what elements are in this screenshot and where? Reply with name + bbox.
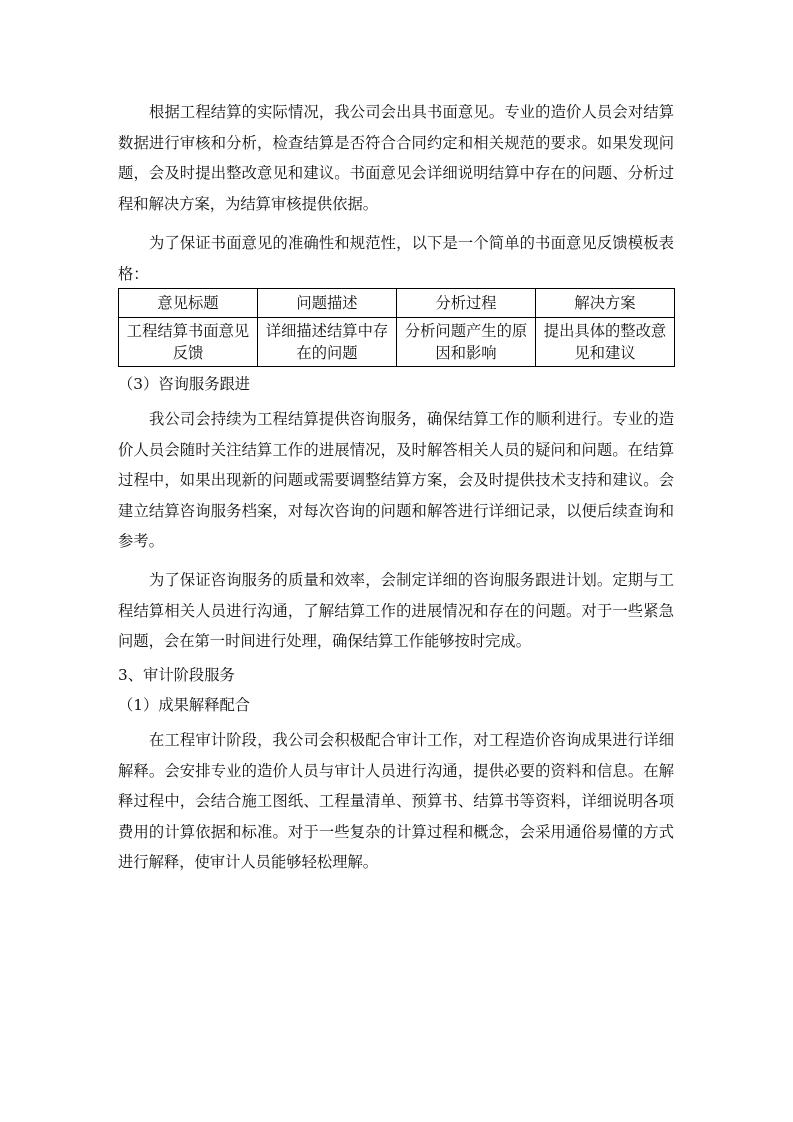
section-heading-consulting-followup: （3）咨询服务跟进 bbox=[118, 375, 251, 393]
table-header-cell: 解决方案 bbox=[536, 289, 675, 318]
table-cell: 详细描述结算中存在的问题 bbox=[258, 318, 397, 367]
feedback-template-table bbox=[118, 288, 675, 367]
table-cell: 提出具体的整改意见和建议 bbox=[536, 318, 675, 367]
table-row bbox=[119, 318, 675, 367]
table-cell: 工程结算书面意见反馈 bbox=[119, 318, 258, 367]
table-header-row bbox=[119, 289, 675, 318]
paragraph-audit-explanation: 在工程审计阶段，我公司会积极配合审计工作，对工程造价咨询成果进行详细解释。会安排专业的造价人员与审计人员进行沟通，提供必要的资料和信息。在解释过程中，会结合施工图纸、工程量清单、预算书、结算书等资料，详细说明各项费用的计算依据和标准。对于一些复杂的计算过程和概念，会采用通俗易懂的方式进行解释，使审计人员能够轻松理解。 bbox=[118, 731, 674, 871]
section-heading-audit-stage: 3、审计阶段服务 bbox=[118, 666, 235, 684]
paragraph-written-opinion: 根据工程结算的实际情况，我公司会出具书面意见。专业的造价人员会对结算数据进行审核和分析，检查结算是否符合合同约定和相关规范的要求。如果发现问题，会及时提出整改意见和建议。书面意见会详细说明结算中存在的问题、分析过程和解决方案，为结算审核提供依据。 bbox=[118, 103, 674, 213]
section-heading-result-explanation: （1）成果解释配合 bbox=[118, 696, 251, 714]
paragraph-followup-plan: 为了保证咨询服务的质量和效率，会制定详细的咨询服务跟进计划。定期与工程结算相关人员进行沟通，了解结算工作的进展情况和存在的问题。对于一些紧急问题，会在第一时间进行处理，确保结算工作能够按时完成。 bbox=[118, 571, 674, 650]
paragraph-consulting-service: 我公司会持续为工程结算提供咨询服务，确保结算工作的顺利进行。专业的造价人员会随时关注结算工作的进展情况，及时解答相关人员的疑问和问题。在结算过程中，如果出现新的问题或需要调整结算方案，会及时提供技术支持和建议。会建立结算咨询服务档案，对每次咨询的问题和解答进行详细记录，以便后续查询和参考。 bbox=[118, 410, 674, 550]
table-cell: 分析问题产生的原因和影响 bbox=[397, 318, 536, 367]
paragraph-template-intro: 为了保证书面意见的准确性和规范性，以下是一个简单的书面意见反馈模板表格： bbox=[118, 234, 674, 283]
table-header-cell: 分析过程 bbox=[397, 289, 536, 318]
table-header-cell: 问题描述 bbox=[258, 289, 397, 318]
table-header-cell: 意见标题 bbox=[119, 289, 258, 318]
